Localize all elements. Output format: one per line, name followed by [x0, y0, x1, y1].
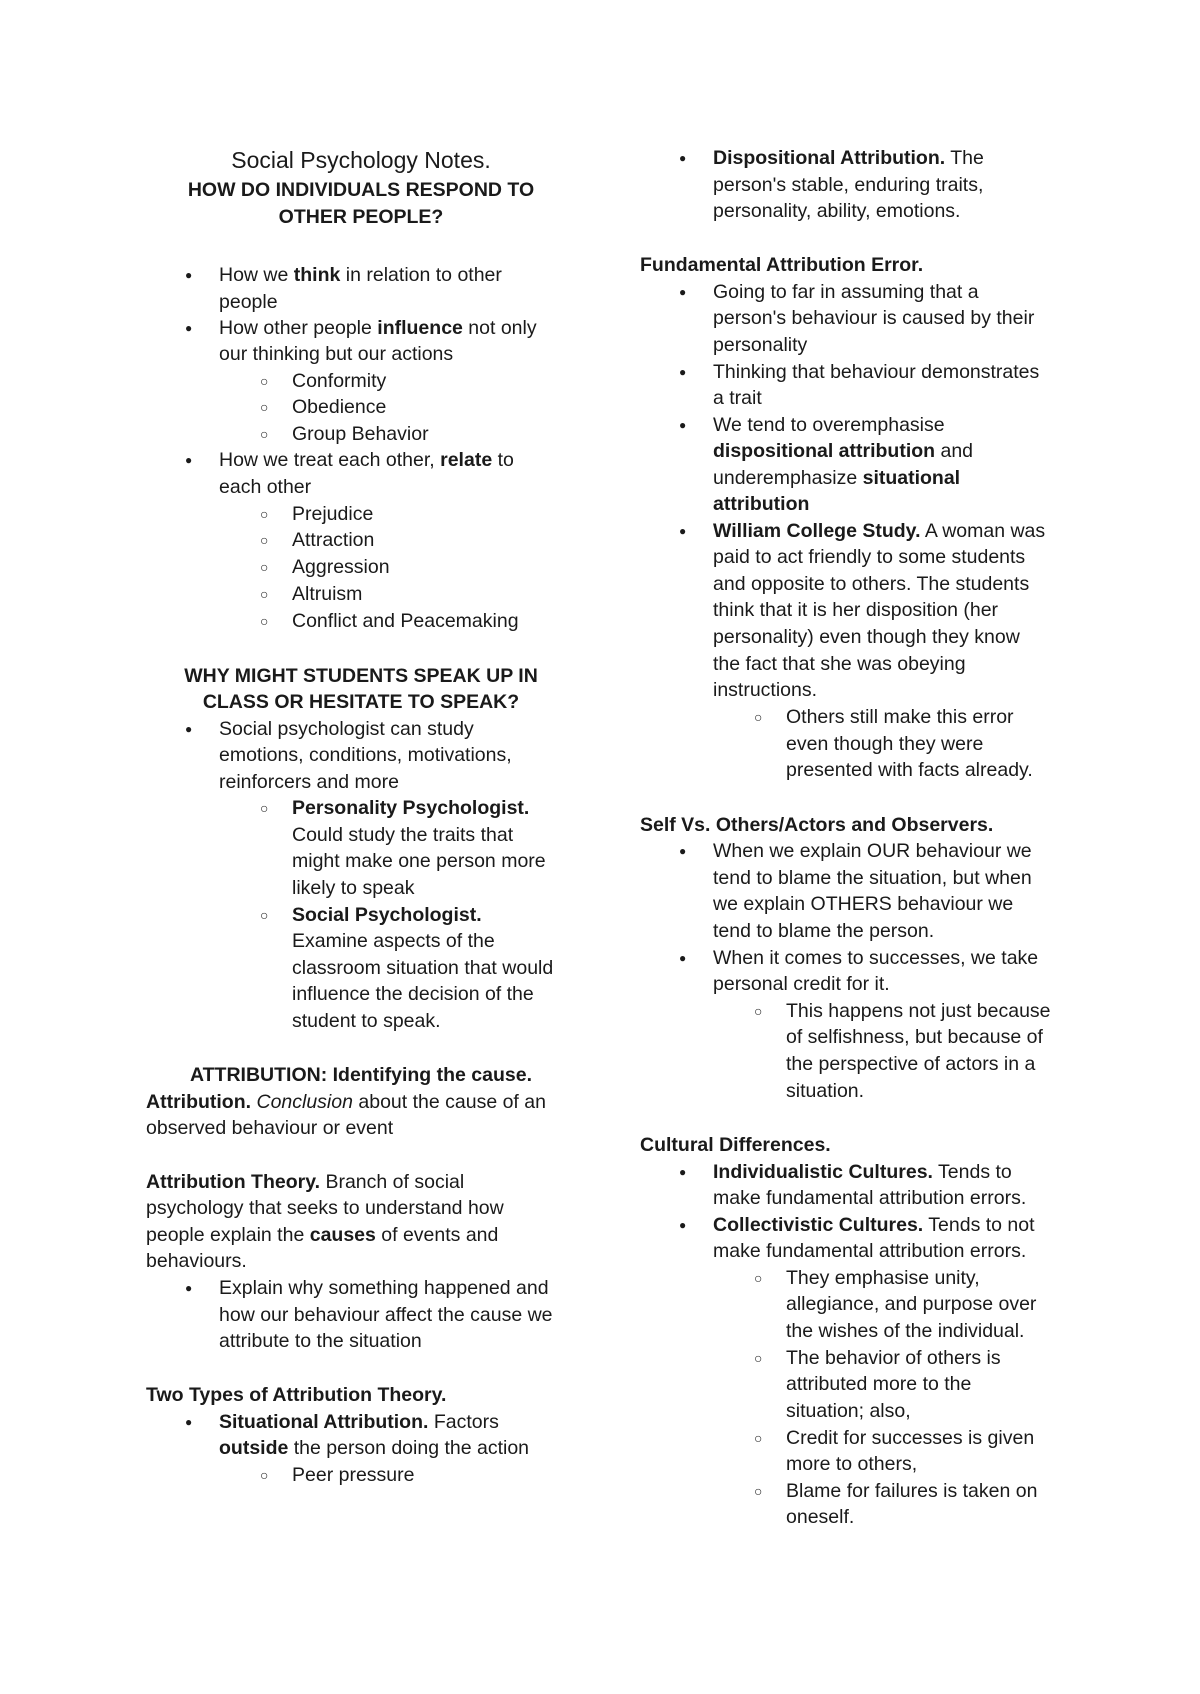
text-line: student to speak. — [292, 1010, 441, 1032]
attribution-heading: ATTRIBUTION: Identifying the cause. — [190, 1064, 532, 1086]
text-line: more to others, — [786, 1453, 918, 1475]
circle-bullet-icon: ○ — [754, 709, 763, 725]
sub-item-behavior-of-others: ○ The behavior of others is — [786, 1345, 1001, 1372]
text-line: we explain OTHERS behaviour we — [713, 893, 1014, 915]
sub-item-unity: ○ They emphasise unity, — [786, 1265, 980, 1292]
text-line: psychology that seeks to understand how — [146, 1197, 504, 1219]
bullet-dot-icon: ● — [679, 365, 687, 379]
doc-subtitle-line-1: HOW DO INDIVIDUALS RESPOND TO — [187, 179, 535, 201]
text-line: attributed more to the — [786, 1373, 972, 1395]
text-line: likely to speak — [292, 877, 415, 899]
bullet-dot-icon: ● — [185, 453, 193, 467]
text-line: reinforcers and more — [219, 771, 399, 793]
text-line: the wishes of the individual. — [786, 1320, 1025, 1342]
text-line: person's behaviour is caused by their — [713, 307, 1035, 329]
why-heading-line-1: WHY MIGHT STUDENTS SPEAK UP IN — [184, 665, 538, 687]
text-line: Could study the traits that — [292, 824, 514, 846]
text-line: think that it is her disposition (her — [713, 599, 999, 621]
self-vs-others-heading: Self Vs. Others/Actors and Observers. — [640, 814, 994, 836]
bullet-dot-icon: ● — [185, 722, 193, 736]
attribution-definition: Attribution. Conclusion about the cause of an — [146, 1091, 546, 1113]
text-line: emotions, conditions, motivations, — [219, 744, 512, 766]
sub-item-attraction: ○ Attraction — [292, 527, 374, 554]
text-line: of selfishness, but because of — [786, 1026, 1043, 1048]
sub-item-credit: ○ Credit for successes is given — [786, 1425, 1034, 1452]
bullet-collectivistic: ● Collectivistic Cultures. Tends to not — [713, 1212, 1035, 1239]
text-line: outside the person doing the action — [219, 1437, 530, 1459]
bullet-william-college-study: ● William College Study. A woman was — [713, 518, 1045, 545]
text-line: each other — [219, 476, 312, 498]
circle-bullet-icon: ○ — [260, 800, 269, 816]
text-line: observed behaviour or event — [146, 1117, 394, 1139]
text-line: oneself. — [786, 1506, 855, 1528]
doc-subtitle-line-2: OTHER PEOPLE? — [278, 206, 444, 228]
circle-bullet-icon: ○ — [260, 1467, 269, 1483]
bullet-dot-icon: ● — [679, 844, 687, 858]
bullet-dot-icon: ● — [679, 1165, 687, 1179]
bullet-individualistic: ● Individualistic Cultures. Tends to — [713, 1159, 1012, 1186]
bullet-think: ● How we think in relation to other — [219, 262, 502, 289]
text-line: tend to blame the situation, but when — [713, 867, 1032, 889]
sub-item-selfishness: ○ This happens not just because — [786, 998, 1051, 1025]
text-line: a trait — [713, 387, 762, 409]
text-line: make fundamental attribution errors. — [713, 1187, 1027, 1209]
circle-bullet-icon: ○ — [260, 399, 269, 415]
sub-item-conflict: ○ Conflict and Peacemaking — [292, 608, 519, 635]
circle-bullet-icon: ○ — [260, 613, 269, 629]
text-line: the perspective of actors in a — [786, 1053, 1036, 1075]
text-line: personality — [713, 334, 808, 356]
sub-item-group-behavior: ○ Group Behavior — [292, 421, 429, 448]
sub-item-social-psychologist: ○ Social Psychologist. — [292, 902, 482, 929]
sub-item-conformity: ○ Conformity — [292, 368, 386, 395]
text-line: personality, ability, emotions. — [713, 200, 961, 222]
circle-bullet-icon: ○ — [260, 426, 269, 442]
bullet-dot-icon: ● — [185, 268, 193, 282]
circle-bullet-icon: ○ — [754, 1483, 763, 1499]
two-types-heading: Two Types of Attribution Theory. — [146, 1384, 447, 1406]
bullet-successes: ● When it comes to successes, we take — [713, 945, 1038, 972]
circle-bullet-icon: ○ — [260, 586, 269, 602]
circle-bullet-icon: ○ — [260, 532, 269, 548]
sub-item-aggression: ○ Aggression — [292, 554, 390, 581]
bullet-explain: ● Explain why something happened and — [219, 1275, 549, 1302]
text-line: classroom situation that would — [292, 957, 554, 979]
bullet-trait: ● Thinking that behaviour demonstrates — [713, 359, 1039, 386]
fae-heading: Fundamental Attribution Error. — [640, 254, 924, 276]
circle-bullet-icon: ○ — [754, 1350, 763, 1366]
circle-bullet-icon: ○ — [754, 1003, 763, 1019]
text-line: influence the decision of the — [292, 983, 534, 1005]
bullet-situational-attribution: ● Situational Attribution. Factors — [219, 1409, 499, 1436]
bullet-social-psychologist: ● Social psychologist can study — [219, 716, 474, 743]
bullet-going-too-far: ● Going to far in assuming that a — [713, 279, 979, 306]
bullet-dot-icon: ● — [679, 151, 687, 165]
text-line: even though they were — [786, 733, 984, 755]
circle-bullet-icon: ○ — [754, 1270, 763, 1286]
text-line: make fundamental attribution errors. — [713, 1240, 1027, 1262]
sub-item-personality-psychologist: ○ Personality Psychologist. — [292, 795, 529, 822]
text-line: situation. — [786, 1080, 865, 1102]
text-line: person's stable, enduring traits, — [713, 174, 984, 196]
text-line: instructions. — [713, 679, 818, 701]
why-heading-line-2: CLASS OR HESITATE TO SPEAK? — [202, 691, 520, 713]
bullet-dot-icon: ● — [679, 418, 687, 432]
bullet-dot-icon: ● — [679, 524, 687, 538]
text-line: personality) even though they know — [713, 626, 1020, 648]
text-line: attribution — [713, 493, 810, 515]
bullet-dot-icon: ● — [679, 1218, 687, 1232]
cultural-differences-heading: Cultural Differences. — [640, 1134, 831, 1156]
text-line: people — [219, 291, 278, 313]
bullet-dot-icon: ● — [185, 321, 193, 335]
text-line: Examine aspects of the — [292, 930, 495, 952]
text-line: allegiance, and purpose over — [786, 1293, 1037, 1315]
sub-item-peer-pressure: ○ Peer pressure — [292, 1462, 414, 1489]
text-line: the fact that she was obeying — [713, 653, 966, 675]
circle-bullet-icon: ○ — [260, 373, 269, 389]
text-line: how our behaviour affect the cause we — [219, 1304, 553, 1326]
sub-item-altruism: ○ Altruism — [292, 581, 362, 608]
sub-item-others-still: ○ Others still make this error — [786, 704, 1014, 731]
text-line: and opposite to others. The students — [713, 573, 1030, 595]
text-line: presented with facts already. — [786, 759, 1033, 781]
circle-bullet-icon: ○ — [754, 1430, 763, 1446]
bullet-overemphasise: ● We tend to overemphasise — [713, 412, 945, 439]
bullet-influence: ● How other people influence not only — [219, 315, 537, 342]
text-line: tend to blame the person. — [713, 920, 935, 942]
bullet-dot-icon: ● — [185, 1281, 193, 1295]
text-line: situation; also, — [786, 1400, 911, 1422]
circle-bullet-icon: ○ — [260, 907, 269, 923]
circle-bullet-icon: ○ — [260, 506, 269, 522]
bullet-relate: ● How we treat each other, relate to — [219, 447, 514, 474]
text-line: dispositional attribution and — [713, 440, 974, 462]
text-line: behaviours. — [146, 1250, 247, 1272]
sub-item-obedience: ○ Obedience — [292, 394, 386, 421]
sub-item-prejudice: ○ Prejudice — [292, 501, 373, 528]
circle-bullet-icon: ○ — [260, 559, 269, 575]
text-line: attribute to the situation — [219, 1330, 422, 1352]
sub-item-blame: ○ Blame for failures is taken on — [786, 1478, 1037, 1505]
text-line: underemphasize situational — [713, 467, 961, 489]
text-line: personal credit for it. — [713, 973, 890, 995]
bullet-dot-icon: ● — [679, 285, 687, 299]
attribution-theory-definition: Attribution Theory. Branch of social — [146, 1171, 465, 1193]
text-line: might make one person more — [292, 850, 546, 872]
text-line: paid to act friendly to some students — [713, 546, 1026, 568]
text-line: our thinking but our actions — [219, 343, 454, 365]
bullet-dispositional-attribution: ● Dispositional Attribution. The — [713, 145, 984, 172]
doc-title: Social Psychology Notes. — [231, 147, 491, 173]
text-line: people explain the causes of events and — [146, 1224, 499, 1246]
bullet-our-behaviour: ● When we explain OUR behaviour we — [713, 838, 1032, 865]
bullet-dot-icon: ● — [185, 1415, 193, 1429]
bullet-dot-icon: ● — [679, 951, 687, 965]
